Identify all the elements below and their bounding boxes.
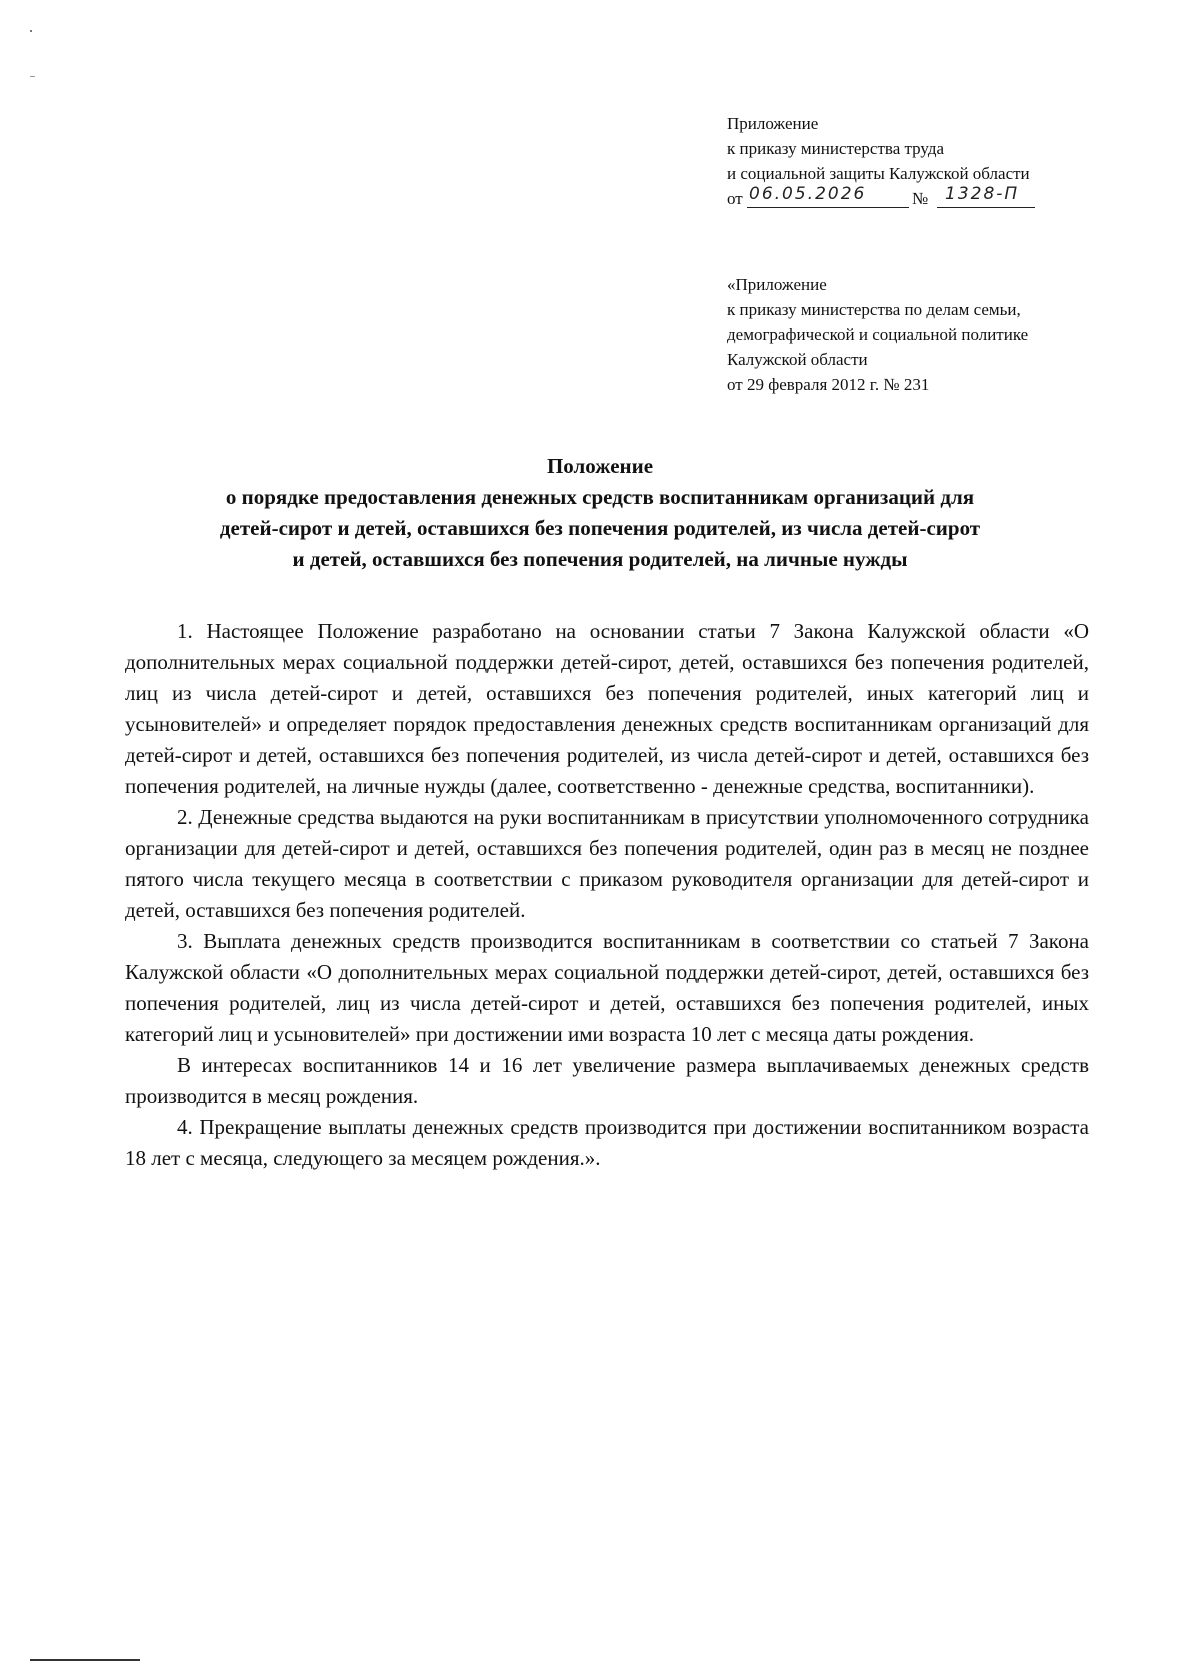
paragraph-1: 1. Настоящее Положение разработано на основании статьи 7 Закона Калужской области «О дополнительных мерах социальной поддержки детей-сирот, детей, оставшихся без попечения родителей, лиц из числа детей-сирот и детей, оставшихся без попечения родителей, иных категорий лиц и усыновителей» и определяет порядок предоставления денежных средств воспитанникам организаций для детей-сирот и детей, оставшихся без попечения родителей, из числа детей-сирот и детей, оставшихся без попечения родителей, на личные нужды (далее, соответственно - денежные средства, воспитанники). xyxy=(125,619,1089,798)
date-prefix: от xyxy=(727,189,743,208)
number-underline xyxy=(937,207,1035,208)
footer-line xyxy=(30,1659,140,1661)
order-date-number-row xyxy=(727,186,1187,211)
appendix-line: от 29 февраля 2012 г. № 231 xyxy=(727,375,930,394)
scan-speck xyxy=(30,30,32,32)
document-body xyxy=(125,616,1089,1174)
paragraph-2: 2. Денежные средства выдаются на руки воспитанникам в присутствии уполномоченного сотрудника организации для детей-сирот и детей, оставшихся без попечения родителей, один раз в месяц не позднее пятого числа текущего месяца в соответствии с приказом руководителя организации для детей-сирот и детей, оставшихся без попечения родителей. xyxy=(125,805,1089,922)
title-line: Положение xyxy=(546,454,654,478)
handwritten-number: 1328-П xyxy=(945,184,1020,204)
title-line: детей-сирот и детей, оставшихся без попечения родителей, из числа детей-сирот xyxy=(219,516,981,540)
number-sign: № xyxy=(912,189,929,208)
scan-speck xyxy=(30,76,35,77)
appendix-line: и социальной защиты Калужской области xyxy=(727,164,1030,183)
appendix-line: к приказу министерства по делам семьи, xyxy=(727,300,1021,319)
title-line: и детей, оставшихся без попечения родителей, на личные нужды xyxy=(292,547,908,571)
paragraph-3-addendum: В интересах воспитанников 14 и 16 лет увеличение размера выплачиваемых денежных средств производится в месяц рождения. xyxy=(125,1053,1089,1108)
paragraph-3: 3. Выплата денежных средств производится воспитанникам в соответствии со статьей 7 Закона Калужской области «О дополнительных мерах социальной поддержки детей-сирот, детей, оставшихся без попечения родителей, лиц из числа детей-сирот и детей, оставшихся без попечения родителей, иных категорий лиц и усыновителей» при достижении ими возраста 10 лет с месяца даты рождения. xyxy=(125,929,1089,1046)
handwritten-date: 06.05.2026 xyxy=(749,184,867,204)
appendix-line: демографической и социальной политике xyxy=(727,325,1029,344)
appendix-header-original xyxy=(727,272,1187,397)
appendix-line: Калужской области xyxy=(727,350,868,369)
document-title xyxy=(110,451,1090,575)
title-line: о порядке предоставления денежных средств воспитанникам организаций для xyxy=(225,485,975,509)
appendix-line: «Приложение xyxy=(727,275,827,294)
paragraph-4: 4. Прекращение выплаты денежных средств производится при достижении воспитанником возраста 18 лет с месяца, следующего за месяцем рождения.». xyxy=(125,1115,1089,1170)
appendix-line: к приказу министерства труда xyxy=(727,139,945,158)
appendix-line: Приложение xyxy=(727,114,819,133)
appendix-header-current xyxy=(727,111,1187,211)
date-underline xyxy=(747,207,909,208)
